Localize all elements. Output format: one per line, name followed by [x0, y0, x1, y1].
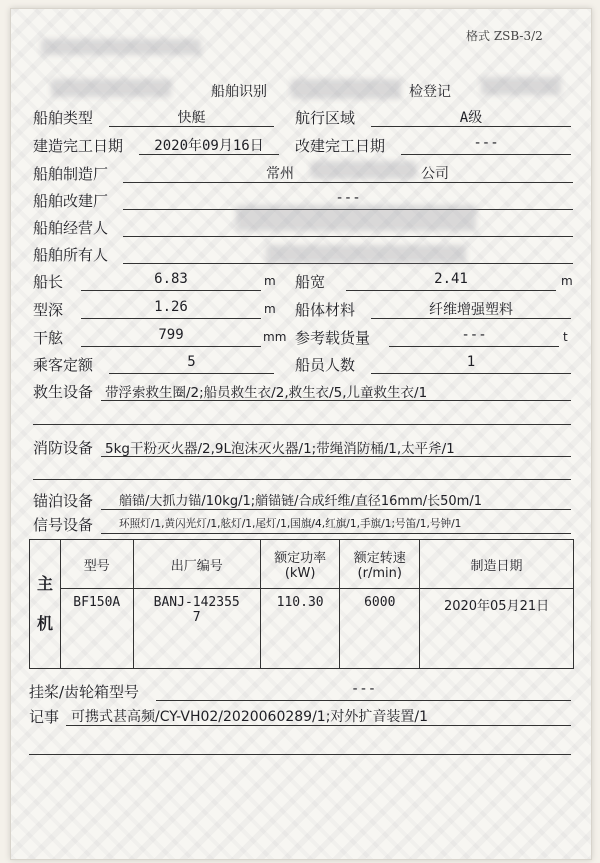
hull-material-label: 船体材料	[295, 301, 356, 319]
header-rpm: 额定转速 (r/min)	[340, 540, 420, 589]
redacted-title	[291, 79, 401, 99]
signal-label: 信号设备	[33, 516, 94, 534]
crew-label: 船员人数	[295, 356, 356, 374]
breadth-unit: m	[561, 274, 573, 288]
breadth-value: 2.41	[434, 271, 468, 287]
length-label: 船长	[33, 273, 64, 291]
anchoring-value: 艏锚/大抓力锚/10kg/1;艏锚链/合成纤维/直径16mm/长50m/1	[119, 494, 482, 509]
breadth-label: 船宽	[295, 273, 326, 291]
firefighting-label: 消防设备	[33, 439, 94, 457]
passengers-label: 乘客定额	[33, 356, 94, 374]
rebuild-date-label: 改建完工日期	[295, 137, 386, 155]
firefighting-value: 5kg干粉灭火器/2,9L泡沫灭火器/1;带绳消防桶/1,太平斧/1	[105, 441, 455, 457]
engine-mfg-date: 2020年05月21日	[420, 589, 574, 669]
nav-area-value: A级	[459, 110, 483, 126]
redacted-operator	[236, 205, 476, 231]
lifesaving-label: 救生设备	[33, 383, 94, 401]
title-right: 检登记	[409, 84, 451, 100]
redacted-reg-no	[51, 79, 171, 97]
notes-label: 记事	[29, 708, 60, 726]
freeboard-unit: mm	[263, 330, 287, 344]
crew-value: 1	[466, 354, 476, 370]
owner-label: 船舶所有人	[33, 246, 109, 264]
notes-value: 可携式甚高频/CY-VH02/2020060289/1;对外扩音装置/1	[71, 709, 429, 725]
depth-unit: m	[264, 302, 276, 316]
redacted-reg-no-2	[481, 77, 561, 95]
freeboard-label: 干舷	[33, 329, 64, 347]
lifesaving-value: 带浮索救生圈/2;船员救生衣/2,救生衣/5,儿童救生衣/1	[105, 385, 428, 401]
nav-area-label: 航行区域	[295, 109, 356, 127]
depth-label: 型深	[33, 301, 64, 319]
cargo-label: 参考载货量	[295, 329, 371, 347]
build-date-value: 2020年09月16日	[154, 138, 264, 154]
depth-value: 1.26	[154, 299, 188, 315]
cargo-unit: t	[563, 330, 568, 344]
hull-material-value: 纤维增强塑料	[429, 302, 513, 318]
engine-serial: BANJ-142355 7	[133, 589, 260, 669]
ship-type-value: 快艇	[177, 110, 206, 126]
header-power: 额定功率 (kW)	[260, 540, 340, 589]
redacted-builder	[311, 161, 416, 179]
build-date-label: 建造完工日期	[33, 137, 124, 155]
redacted-owner	[266, 245, 466, 263]
certificate-page	[10, 8, 592, 860]
ship-type-label: 船舶类型	[33, 109, 94, 127]
builder-value-right: 公司	[421, 166, 449, 182]
propeller-value: ---	[350, 681, 377, 697]
rebuild-date-value: ---	[473, 135, 499, 151]
passengers-value: 5	[187, 354, 196, 370]
engine-side-label	[30, 540, 61, 669]
operator-label: 船舶经营人	[33, 219, 109, 237]
builder-label: 船舶制造厂	[33, 165, 109, 183]
engine-side-label-1: 主	[36, 574, 53, 593]
anchoring-label: 锚泊设备	[33, 492, 94, 510]
main-engine-table	[29, 539, 574, 669]
signal-value: 环照灯/1,黄闪光灯/1,舷灯/1,尾灯/1,国旗/4,红旗/1,手旗/1;号笛/1,号钟/1	[119, 518, 462, 530]
builder-value-left: 常州	[266, 166, 294, 182]
cargo-value: ---	[461, 327, 487, 343]
length-unit: m	[264, 274, 276, 288]
freeboard-value: 799	[158, 327, 184, 343]
header-serial: 出厂编号	[133, 540, 260, 589]
engine-side-label-2: 机	[36, 614, 53, 633]
engine-power: 110.30	[260, 589, 340, 669]
engine-rpm: 6000	[340, 589, 420, 669]
title-left: 船舶识别	[211, 84, 267, 100]
rebuilder-value: ---	[335, 190, 361, 206]
length-value: 6.83	[154, 271, 188, 287]
header-mfg-date: 制造日期	[420, 540, 574, 589]
form-code: 格式 ZSB-3/2	[466, 29, 543, 43]
header-model: 型号	[61, 540, 134, 589]
redacted-stamp	[41, 39, 201, 55]
propeller-label: 挂桨/齿轮箱型号	[29, 683, 140, 701]
engine-model: BF150A	[61, 589, 134, 669]
rebuilder-label: 船舶改建厂	[33, 192, 109, 210]
